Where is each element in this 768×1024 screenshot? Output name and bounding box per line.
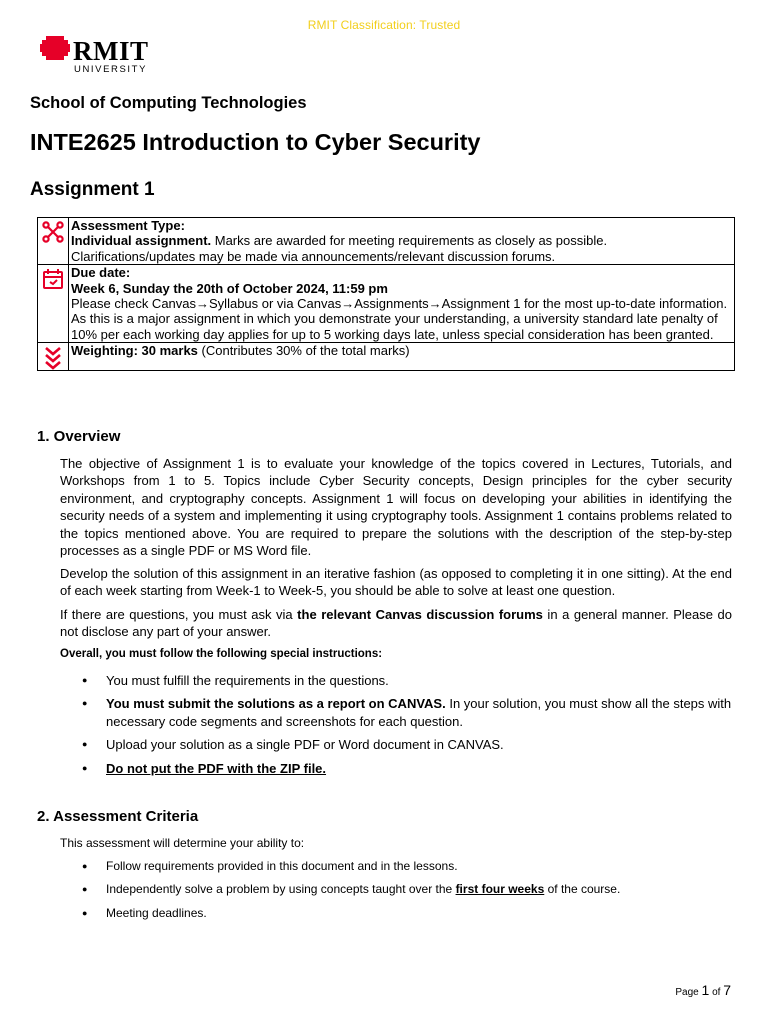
list-item: [60, 695, 732, 730]
logo-subtitle: UNIVERSITY: [74, 64, 148, 75]
due-date-value: Week 6, Sunday the 20th of October 2024, 11:59 pm: [71, 280, 388, 296]
of-word: of: [709, 987, 724, 998]
list-item: ● Meeting deadlines.: [60, 905, 732, 922]
weighting-note: (Contributes 30% of the total marks): [197, 343, 410, 359]
overview-paragraph-1: The objective of Assignment 1 is to evaluate your knowledge of the topics covered in Lectures, Tutorials, and Workshops from 1 to 5. Topics include Cyber Security concepts, Design principles for the cyber security environment, and cryptography concepts. Assignment 1 will focus on developing your abilities in identifying the security needs of a system and implementing it using cryptography tools. Assignment 1 contains problems related to the topics mentioned above. You are required to prepare the solutions with the description of the step-by-step processes as a single PDF or MS Word file.: [60, 456, 732, 559]
assignment-title: Assignment 1: [30, 179, 155, 200]
weighting-cell: [69, 343, 735, 371]
weighting-row: [38, 343, 735, 371]
marks-awarded-text: Marks are awarded for meeting requirements as closely as possible.: [211, 233, 608, 249]
logo-wordmark: RMIT: [73, 36, 149, 66]
criteria-b2-post: of the course.: [544, 882, 621, 897]
overview-heading: 1. Overview: [37, 428, 121, 445]
classification-banner: RMIT Classification: Trusted: [307, 18, 461, 32]
overview-paragraph-3: [60, 606, 732, 641]
canvas-forums-text: the relevant Canvas discussion forums: [297, 607, 543, 622]
course-title: INTE2625 Introduction to Cyber Security: [30, 129, 481, 155]
clarifications-text: Clarifications/updates may be made via announcements/relevant discussion forums.: [71, 248, 556, 264]
instructions-label: Overall, you must follow the following special instructions:: [60, 648, 383, 660]
canvas-check-text: Please check Canvas→Syllabus or via Canvas→Assignments→Assignment 1 for the most up-to-date information.: [71, 296, 728, 312]
page-number: 1: [701, 982, 710, 998]
list-item: [60, 760, 732, 777]
criteria-intro: This assessment will determine your ability to:: [60, 836, 305, 850]
rmit-logo: [40, 36, 160, 76]
page-footer: [675, 982, 731, 998]
assessment-type-label: Assessment Type:: [71, 218, 185, 233]
questions-text-post: in a general manner. Please do not disclose any part of your answer.: [60, 607, 732, 640]
network-icon: [42, 221, 64, 243]
rmit-pixel-mark-icon: [40, 36, 70, 62]
due-date-cell: [69, 265, 735, 343]
assessment-type-cell: [69, 218, 735, 265]
individual-assignment-text: Individual assignment.: [71, 233, 212, 249]
first-four-weeks-text: first four weeks: [455, 882, 545, 897]
chevrons-down-icon: [42, 346, 64, 370]
submit-report-text: You must submit the solutions as a report on CANVAS.: [106, 696, 446, 712]
assessment-info-table: [37, 217, 735, 371]
page-word: Page: [675, 987, 702, 998]
list-item: ● You must fulfill the requirements in the questions.: [60, 672, 732, 689]
criteria-list: [60, 858, 732, 922]
school-name: School of Computing Technologies: [30, 94, 307, 112]
instructions-list: [60, 672, 732, 777]
list-item: ● Upload your solution as a single PDF or Word document in CANVAS.: [60, 736, 732, 753]
criteria-heading: 2. Assessment Criteria: [37, 808, 199, 825]
no-zip-text: Do not put the PDF with the ZIP file.: [106, 760, 327, 776]
calendar-icon: [42, 268, 64, 290]
due-date-icon-cell: [38, 265, 69, 343]
weighting-icon-cell: [38, 343, 69, 371]
submit-details-text: In your solution, you must show all the steps with necessary code segments and screenshots for each question.: [106, 696, 732, 729]
criteria-b2-pre: Independently solve a problem by using concepts taught over the: [106, 882, 456, 897]
late-penalty-text: As this is a major assignment in which you demonstrate your understanding, a university standard late penalty of 10% per each working day applies for up to 5 working days late, unless special consideration has been granted.: [71, 311, 718, 342]
questions-text-pre: If there are questions, you must ask via: [60, 607, 298, 622]
list-item: ● Follow requirements provided in this document and in the lessons.: [60, 858, 732, 875]
due-date-label: Due date:: [71, 265, 131, 281]
assessment-type-row: [38, 218, 735, 265]
weighting-value: Weighting: 30 marks: [71, 343, 198, 359]
list-item: [60, 881, 732, 898]
due-date-row: [38, 265, 735, 343]
assessment-type-icon-cell: [38, 218, 69, 265]
page-total: 7: [723, 982, 731, 998]
overview-paragraph-2: Develop the solution of this assignment in an iterative fashion (as opposed to completing it in one sitting). At the end of each week starting from Week-1 to Week-5, you should be able to solve at least one question.: [60, 566, 732, 599]
